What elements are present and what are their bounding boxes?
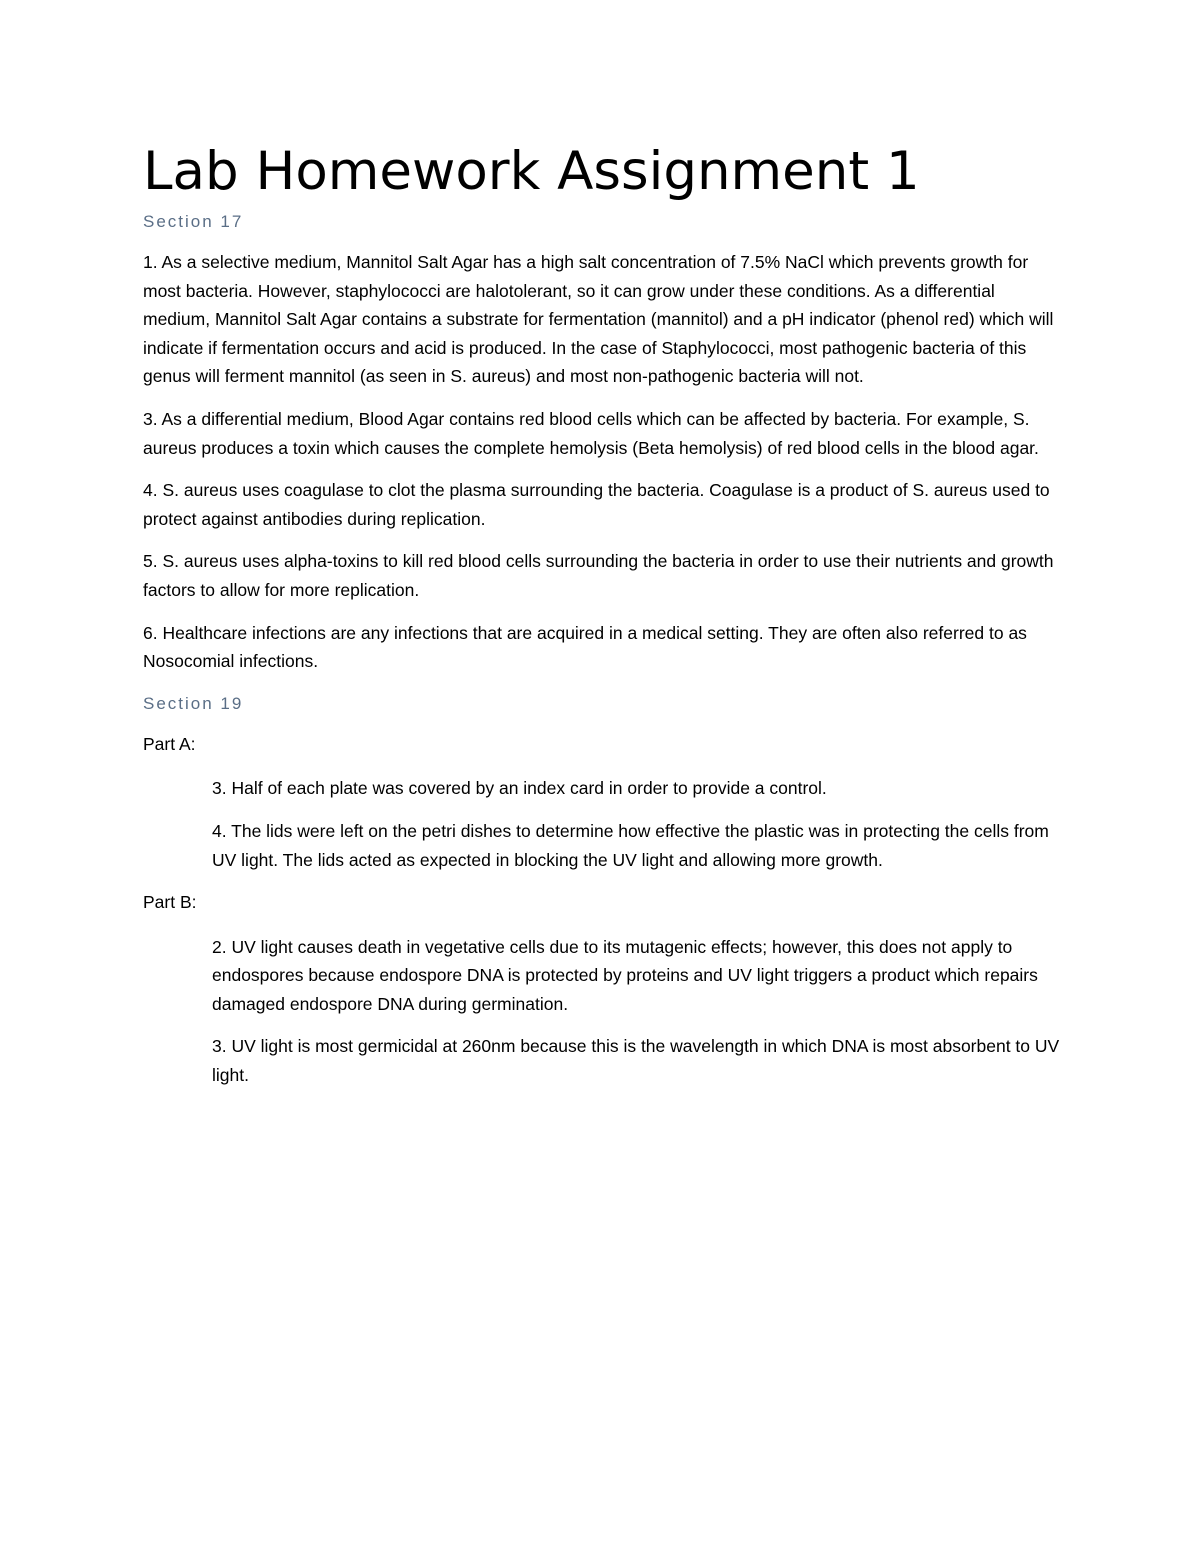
section-heading-17: Section 17 <box>143 212 244 231</box>
answer-paragraph-5: 5. S. aureus uses alpha-toxins to kill red blood cells surrounding the bacteria in order to use their nutrients and growth factors to allow for more replication. <box>143 551 1054 600</box>
part-a-answer-3: 3. Half of each plate was covered by an index card in order to provide a control. <box>212 778 827 799</box>
document-body <box>143 140 1061 1104</box>
part-b-label: Part B: <box>143 892 197 913</box>
section-heading-19: Section 19 <box>143 693 244 713</box>
answer-paragraph-3: 3. As a differential medium, Blood Agar contains red blood cells which can be affected by bacteria. For example, S. aureus produces a toxin which causes the complete hemolysis (Beta hemolysis) of red blood cells in the blood agar. <box>143 408 1039 458</box>
answer-paragraph-4: 4. S. aureus uses coagulase to clot the plasma surrounding the bacteria. Coagulase is a product of S. aureus used to protect against antibodies during replication. <box>143 480 1050 529</box>
part-b-answer-3: 3. UV light is most germicidal at 260nm because this is the wavelength in which DNA is most absorbent to UV light. <box>212 1036 1060 1086</box>
part-b-answer-2: 2. UV light causes death in vegetative cells due to its mutagenic effects; however, this does not apply to endospores because endospore DNA is protected by proteins and UV light triggers a product which repairs damaged endospore DNA during germination. <box>212 936 1038 1014</box>
part-a-label: Part A: <box>143 733 196 754</box>
part-a-answer-4: 4. The lids were left on the petri dishes to determine how effective the plastic was in protecting the cells from UV light. The lids acted as expected in blocking the UV light and allowing more growth. <box>212 820 1049 870</box>
page-title: Lab Homework Assignment 1 <box>143 141 920 202</box>
answer-paragraph-1: 1. As a selective medium, Mannitol Salt Agar has a high salt concentration of 7.5% NaCl which prevents growth for most bacteria. However, staphylococci are halotolerant, so it can grow under these conditions. As a differential medium, Mannitol Salt Agar contains a substrate for fermentation (mannitol) and a pH indicator (phenol red) which will indicate if fermentation occurs and acid is produced. In the case of Staphylococci, most pathogenic bacteria of this genus will ferment mannitol (as seen in S. aureus) and most non-pathogenic bacteria will not. <box>143 252 1054 387</box>
answer-paragraph-6: 6. Healthcare infections are any infections that are acquired in a medical setting. They are often also referred to as Nosocomial infections. <box>143 622 1027 672</box>
